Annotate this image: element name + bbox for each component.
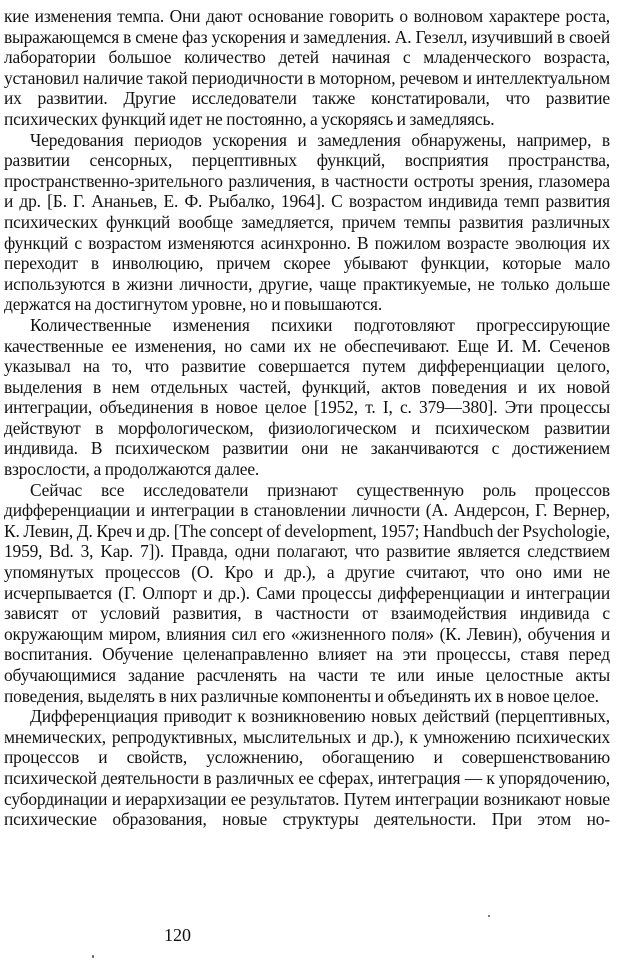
paragraph-2: Чередования периодов ускорения и замедления обнаружены, например, в развитии сенсорных, перцептивных функций, восприятия пространства, пространственно-зрительного различения, в частности остроты зрения, глазомера и др. [Б. Г. Ананьев, Е. Ф. Рыбалко, 1964]. С возрастом индивида темп развития психических функций вообще замедляется, причем темпы развития различных функций с возрастом изменяются асинхронно. В пожилом возрасте эволюция их переходит в инволюцию, причем скорее убывают функции, которые мало используются в жизни личности, другие, чаще практикуемые, не только дольше держатся на достигнутом уровне, но и повышаются.	[4, 129, 610, 315]
paragraph-5: Дифференциация приводит к возникновению новых действий (перцептивных, мнемических, репродуктивных, мыслительных и др.), к умножению психических процессов и свойств, усложнению, обогащению и совершенствованию психической деятельности в различных ее сферах, интеграция — к упорядочению, субординации и иерархизации ее результатов. Путем интеграции возникают новые психические образования, новые структуры деятельности. При этом но-	[4, 706, 610, 830]
page-number: 120	[164, 925, 191, 945]
page-body	[4, 6, 610, 830]
scan-speck	[92, 955, 94, 958]
scan-speck	[488, 915, 490, 917]
paragraph-4: Сейчас все исследователи признают существенную роль процессов дифференциации и интеграции в становлении личности (А. Андерсон, Г. Вернер, К. Левин, Д. Креч и др. [The concept of development, 1957; Handbuch der Psychologie, 1959, Bd. 3, Kap. 7]). Правда, одни полагают, что развитие является следствием упомянутых процессов (О. Кро и др.), а другие считают, что оно ими не исчерпывается (Г. Олпорт и др.). Сами процессы дифференциации и интеграции зависят от условий развития, в частности от взаимодействия индивида с окружающим миром, влияния сил его «жизненного поля» (К. Левин), обучения и воспитания. Обучение целенаправленно влияет на эти процессы, ставя перед обучающимися задание расчленять на части те или иные целостные акты поведения, выделять в них различные компоненты и объединять их в новое целое.	[4, 479, 610, 706]
paragraph-1: кие изменения темпа. Они дают основание говорить о волновом характере роста, выражающемся в смене фаз ускорения и замедления. А. Гезелл, изучивший в своей лаборатории большое количество детей начиная с младенческого возраста, установил наличие такой периодичности в моторном, речевом и интеллектуальном их развитии. Другие исследователи также констатировали, что развитие психических функций идет не постоянно, а ускоряясь и замедляясь.	[4, 6, 610, 129]
paragraph-3: Количественные изменения психики подготовляют прогрессирующие качественные ее изменения, но сами их не обеспечивают. Еще И. М. Сеченов указывал на то, что развитие совершается путем дифференциации целого, выделения в нем отдельных частей, функций, актов поведения и их новой интеграции, объединения в новое целое [1952, т. I, с. 379—380]. Эти процессы действуют в морфологическом, физиологическом и психическом развитии индивида. В психическом развитии они не заканчиваются с достижением взрослости, а продолжаются далее.	[4, 314, 610, 480]
